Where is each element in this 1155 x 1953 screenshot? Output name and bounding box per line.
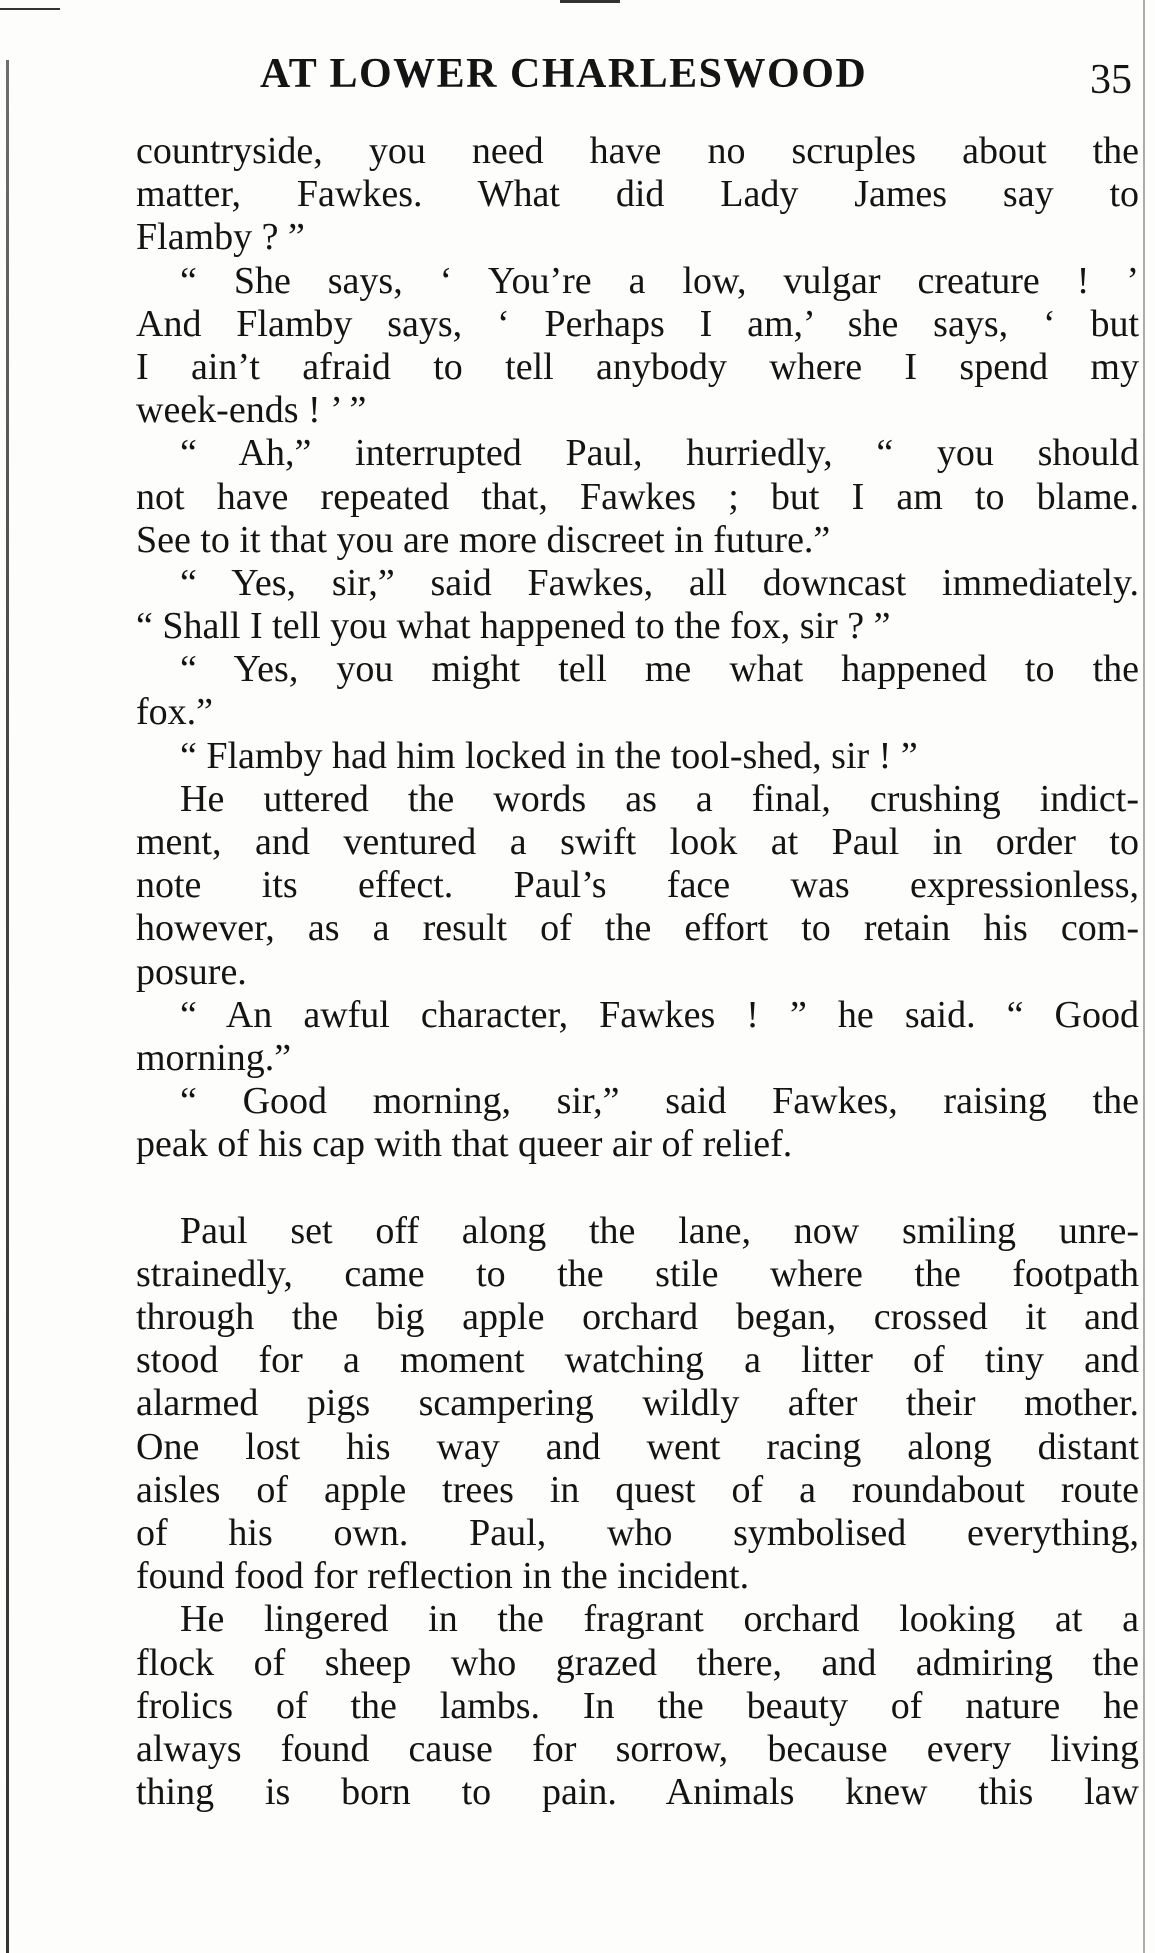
text-line: “ Ah,” interrupted Paul, hurriedly, “ you should (180, 432, 1139, 475)
text-line: thing is born to pain. Animals knew this law (136, 1771, 1139, 1814)
text-line: He lingered in the fragrant orchard looking at a (180, 1598, 1139, 1641)
scan-edge-mark (0, 8, 60, 10)
text-line: And Flamby says, ‘ Perhaps I am,’ she says, ‘ but (136, 302, 1139, 345)
text-line: countryside, you need have no scruples about the (136, 130, 1139, 172)
text-line: strainedly, came to the stile where the footpath (136, 1252, 1139, 1295)
text-line: not have repeated that, Fawkes ; but I am to blame. (136, 475, 1139, 518)
text-line: “ Flamby had him locked in the tool-shed, sir ! ” (180, 734, 918, 777)
scan-edge-mark (560, 0, 620, 3)
text-line: always found cause for sorrow, because every living (136, 1727, 1139, 1770)
text-line: fox.” (136, 691, 214, 734)
page-number: 35 (1090, 57, 1132, 103)
text-line: “ Shall I tell you what happened to the fox, sir ? ” (136, 605, 891, 648)
text-line: See to it that you are more discreet in future.” (136, 518, 831, 561)
text-line: Paul set off along the lane, now smiling unre- (180, 1209, 1139, 1252)
text-line: One lost his way and went racing along distant (136, 1425, 1139, 1468)
section-break (136, 1167, 1139, 1210)
text-line: flock of sheep who grazed there, and admiring the (136, 1641, 1139, 1684)
page-header (138, 50, 1138, 110)
text-line: “ Yes, you might tell me what happened to the (180, 648, 1139, 691)
text-line: Flamby ? ” (136, 216, 305, 259)
text-line: “ An awful character, Fawkes ! ” he said. “ Good (180, 993, 1139, 1036)
page-right-edge (1143, 0, 1145, 1953)
text-line: “ Good morning, sir,” said Fawkes, raising the (180, 1080, 1139, 1123)
text-line: aisles of apple trees in quest of a roundabout route (136, 1468, 1139, 1511)
text-line: stood for a moment watching a litter of tiny and (136, 1339, 1139, 1382)
text-line: posure. (136, 950, 247, 993)
text-line: peak of his cap with that queer air of relief. (136, 1123, 793, 1166)
text-line: week-ends ! ’ ” (136, 389, 367, 432)
text-line: however, as a result of the effort to retain his com- (136, 907, 1139, 950)
text-line: alarmed pigs scampering wildly after their mother. (136, 1382, 1139, 1425)
running-title: AT LOWER CHARLESWOOD (260, 51, 868, 97)
text-line: ment, and ventured a swift look at Paul in order to (136, 821, 1139, 863)
text-line: matter, Fawkes. What did Lady James say to (136, 173, 1139, 216)
text-line: He uttered the words as a final, crushing indict- (180, 777, 1139, 820)
text-line: through the big apple orchard began, crossed it and (136, 1296, 1139, 1339)
text-line: found food for reflection in the incident. (136, 1555, 750, 1598)
text-line: morning.” (136, 1036, 292, 1079)
text-line: of his own. Paul, who symbolised everything, (136, 1512, 1139, 1554)
text-line: frolics of the lambs. In the beauty of nature he (136, 1684, 1139, 1727)
body-text (136, 130, 1139, 1814)
text-line: I ain’t afraid to tell anybody where I spend my (136, 345, 1139, 388)
text-line: note its effect. Paul’s face was expressionless, (136, 864, 1139, 907)
page-spine-edge (6, 60, 9, 1953)
text-line: “ She says, ‘ You’re a low, vulgar creature ! ’ (180, 259, 1139, 302)
text-line: “ Yes, sir,” said Fawkes, all downcast immediately. (180, 561, 1139, 604)
